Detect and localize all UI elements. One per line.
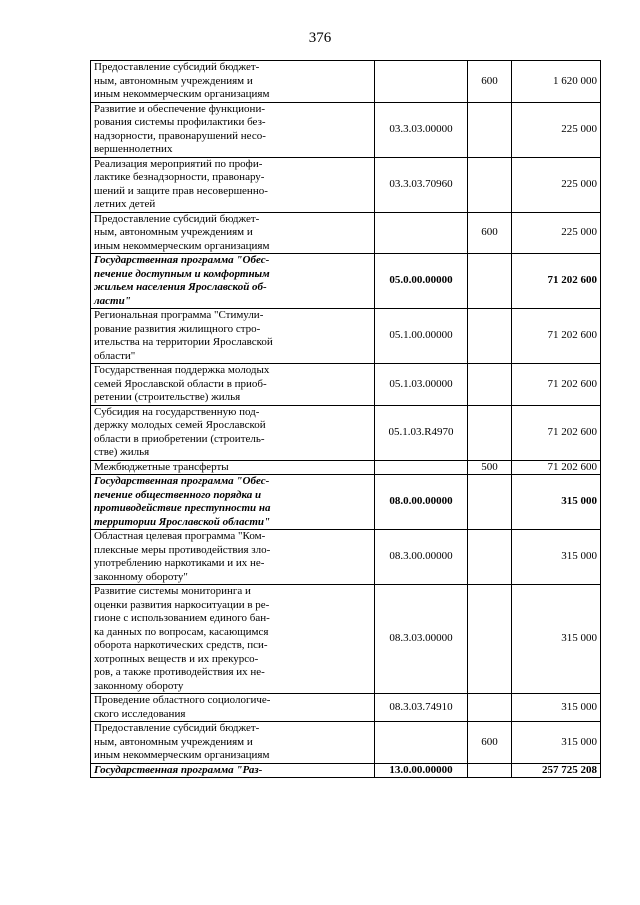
row-amount-cell: 225 000: [512, 102, 601, 157]
table-row: [91, 254, 601, 309]
row-name-line: Государственная программа "Обес-: [94, 254, 270, 266]
row-name-line: Реализация мероприятий по профи-: [94, 157, 263, 170]
row-amount-cell: 71 202 600: [512, 254, 601, 309]
row-name-line: иным некоммерческим организациям: [94, 88, 270, 100]
row-name-line: противодействие преступности на: [94, 502, 271, 514]
row-name-line: Межбюджетные трансферты: [94, 460, 229, 473]
table-row: [91, 475, 601, 530]
row-name-line: ров, а также противодействия их не-: [94, 666, 265, 678]
row-name-line: ным, автономным учреждениям и: [94, 74, 253, 87]
row-code-cell: 05.1.03.00000: [375, 364, 468, 406]
row-amount-cell: 71 202 600: [512, 405, 601, 460]
row-name-line: ным, автономным учреждениям и: [94, 226, 253, 238]
row-name-line: рования системы профилактики без-: [94, 116, 266, 128]
row-name-line: Государственная программа "Обес-: [94, 475, 270, 487]
table-row: [91, 212, 601, 254]
row-name-line: Государственная программа "Раз-: [94, 763, 263, 776]
row-name-cell: [91, 102, 375, 157]
row-expense-type-cell: [468, 763, 512, 778]
table-row: [91, 530, 601, 585]
row-name-cell: [91, 405, 375, 460]
table-row: [91, 309, 601, 364]
row-name-line: вершеннолетних: [94, 143, 173, 155]
row-name-line: Проведение областного социологиче-: [94, 694, 271, 706]
row-name-line: оборота наркотических средств, пси-: [94, 639, 268, 651]
row-name-cell: [91, 763, 375, 778]
row-name-line: Государственная поддержка молодых: [94, 364, 270, 376]
row-name-cell: [91, 460, 375, 475]
row-code-cell: 03.3.03.70960: [375, 157, 468, 212]
row-code-cell: [375, 460, 468, 475]
row-name-cell: [91, 694, 375, 722]
row-name-line: ка данных по вопросам, касающимся: [94, 625, 269, 638]
row-code-cell: 05.1.03.R4970: [375, 405, 468, 460]
row-name-line: употреблению наркотиками и их не-: [94, 557, 265, 569]
row-name-line: гионе с использованием единого бан-: [94, 612, 270, 624]
row-amount-cell: 315 000: [512, 475, 601, 530]
row-name-line: иным некоммерческим организациям: [94, 239, 270, 252]
row-amount-cell: 71 202 600: [512, 364, 601, 406]
row-amount-cell: 315 000: [512, 694, 601, 722]
row-code-cell: 08.0.00.00000: [375, 475, 468, 530]
row-expense-type-cell: 600: [468, 61, 512, 103]
row-amount-cell: 257 725 208: [512, 763, 601, 778]
row-name-line: Субсидия на государственную под-: [94, 405, 260, 418]
row-name-line: летних детей: [94, 198, 156, 210]
row-amount-cell: 71 202 600: [512, 309, 601, 364]
row-name-line: оценки развития наркоситуации в ре-: [94, 598, 270, 611]
row-code-cell: 08.3.03.74910: [375, 694, 468, 722]
row-amount-cell: 71 202 600: [512, 460, 601, 475]
row-name-line: ным, автономным учреждениям и: [94, 735, 253, 748]
row-name-line: печение общественного порядка и: [94, 488, 262, 501]
row-name-line: шений и защите прав несовершенно-: [94, 184, 268, 197]
row-name-line: ретении (строительстве) жилья: [94, 391, 241, 403]
row-expense-type-cell: [468, 694, 512, 722]
row-name-line: надзорности, правонарушений несо-: [94, 129, 266, 142]
row-expense-type-cell: [468, 254, 512, 309]
row-expense-type-cell: [468, 102, 512, 157]
row-expense-type-cell: [468, 475, 512, 530]
row-name-line: держку молодых семей Ярославской: [94, 419, 266, 431]
table-row: [91, 694, 601, 722]
row-expense-type-cell: [468, 585, 512, 694]
row-code-cell: [375, 212, 468, 254]
row-name-line: Предоставление субсидий бюджет-: [94, 212, 260, 225]
row-name-line: рование развития жилищного стро-: [94, 322, 261, 335]
row-name-cell: [91, 722, 375, 764]
page-number: 376: [308, 30, 332, 46]
row-name-line: Развитие и обеспечение функциони-: [94, 102, 265, 115]
row-name-line: лактике безнадзорности, правонару-: [94, 171, 265, 183]
table-row: [91, 405, 601, 460]
row-code-cell: 03.3.03.00000: [375, 102, 468, 157]
row-name-cell: [91, 585, 375, 694]
table-row: [91, 364, 601, 406]
row-expense-type-cell: 600: [468, 722, 512, 764]
row-name-line: плексные меры противодействия зло-: [94, 543, 271, 556]
row-code-cell: 05.0.00.00000: [375, 254, 468, 309]
row-name-cell: [91, 212, 375, 254]
row-name-line: территории Ярославской области": [94, 515, 271, 528]
row-expense-type-cell: [468, 364, 512, 406]
row-name-cell: [91, 157, 375, 212]
row-name-cell: [91, 364, 375, 406]
row-name-line: иным некоммерческим организациям: [94, 749, 270, 761]
row-expense-type-cell: 500: [468, 460, 512, 475]
row-name-line: законному обороту": [94, 570, 188, 583]
row-amount-cell: 1 620 000: [512, 61, 601, 103]
row-name-cell: [91, 61, 375, 103]
row-name-line: Предоставление субсидий бюджет-: [94, 722, 260, 734]
row-name-line: семей Ярославской области в приоб-: [94, 377, 267, 390]
row-name-line: Предоставление субсидий бюджет-: [94, 61, 260, 73]
table-row: [91, 157, 601, 212]
row-name-line: печение доступным и комфортным: [94, 267, 270, 280]
row-name-cell: [91, 254, 375, 309]
row-amount-cell: 225 000: [512, 157, 601, 212]
table-row: [91, 460, 601, 475]
row-amount-cell: 225 000: [512, 212, 601, 254]
row-code-cell: 08.3.03.00000: [375, 585, 468, 694]
row-expense-type-cell: [468, 530, 512, 585]
budget-table: [90, 60, 601, 778]
row-code-cell: 13.0.00.00000: [375, 763, 468, 778]
row-expense-type-cell: [468, 405, 512, 460]
row-name-cell: [91, 475, 375, 530]
row-name-cell: [91, 530, 375, 585]
row-code-cell: [375, 722, 468, 764]
row-name-line: жильем населения Ярославской об-: [94, 281, 267, 293]
row-code-cell: [375, 61, 468, 103]
table-row: [91, 763, 601, 778]
row-name-line: Региональная программа "Стимули-: [94, 309, 264, 321]
row-name-line: Развитие системы мониторинга и: [94, 585, 251, 597]
budget-table-body: [91, 61, 601, 778]
row-name-line: стве) жилья: [94, 446, 150, 458]
row-code-cell: 05.1.00.00000: [375, 309, 468, 364]
table-row: [91, 61, 601, 103]
row-expense-type-cell: 600: [468, 212, 512, 254]
row-expense-type-cell: [468, 157, 512, 212]
table-row: [91, 102, 601, 157]
row-amount-cell: 315 000: [512, 722, 601, 764]
row-name-line: области в приобретении (строитель-: [94, 432, 265, 445]
row-name-line: законному обороту: [94, 679, 184, 692]
row-name-line: ского исследования: [94, 707, 186, 720]
row-name-line: Областная целевая программа "Ком-: [94, 530, 266, 542]
row-name-line: области": [94, 349, 136, 362]
table-row: [91, 585, 601, 694]
row-name-line: ительства на территории Ярославской: [94, 336, 273, 348]
row-amount-cell: 315 000: [512, 585, 601, 694]
row-code-cell: 08.3.00.00000: [375, 530, 468, 585]
row-amount-cell: 315 000: [512, 530, 601, 585]
row-name-line: хотропных веществ и их прекурсо-: [94, 652, 259, 665]
table-row: [91, 722, 601, 764]
row-name-line: ласти": [94, 294, 131, 307]
row-expense-type-cell: [468, 309, 512, 364]
row-name-cell: [91, 309, 375, 364]
